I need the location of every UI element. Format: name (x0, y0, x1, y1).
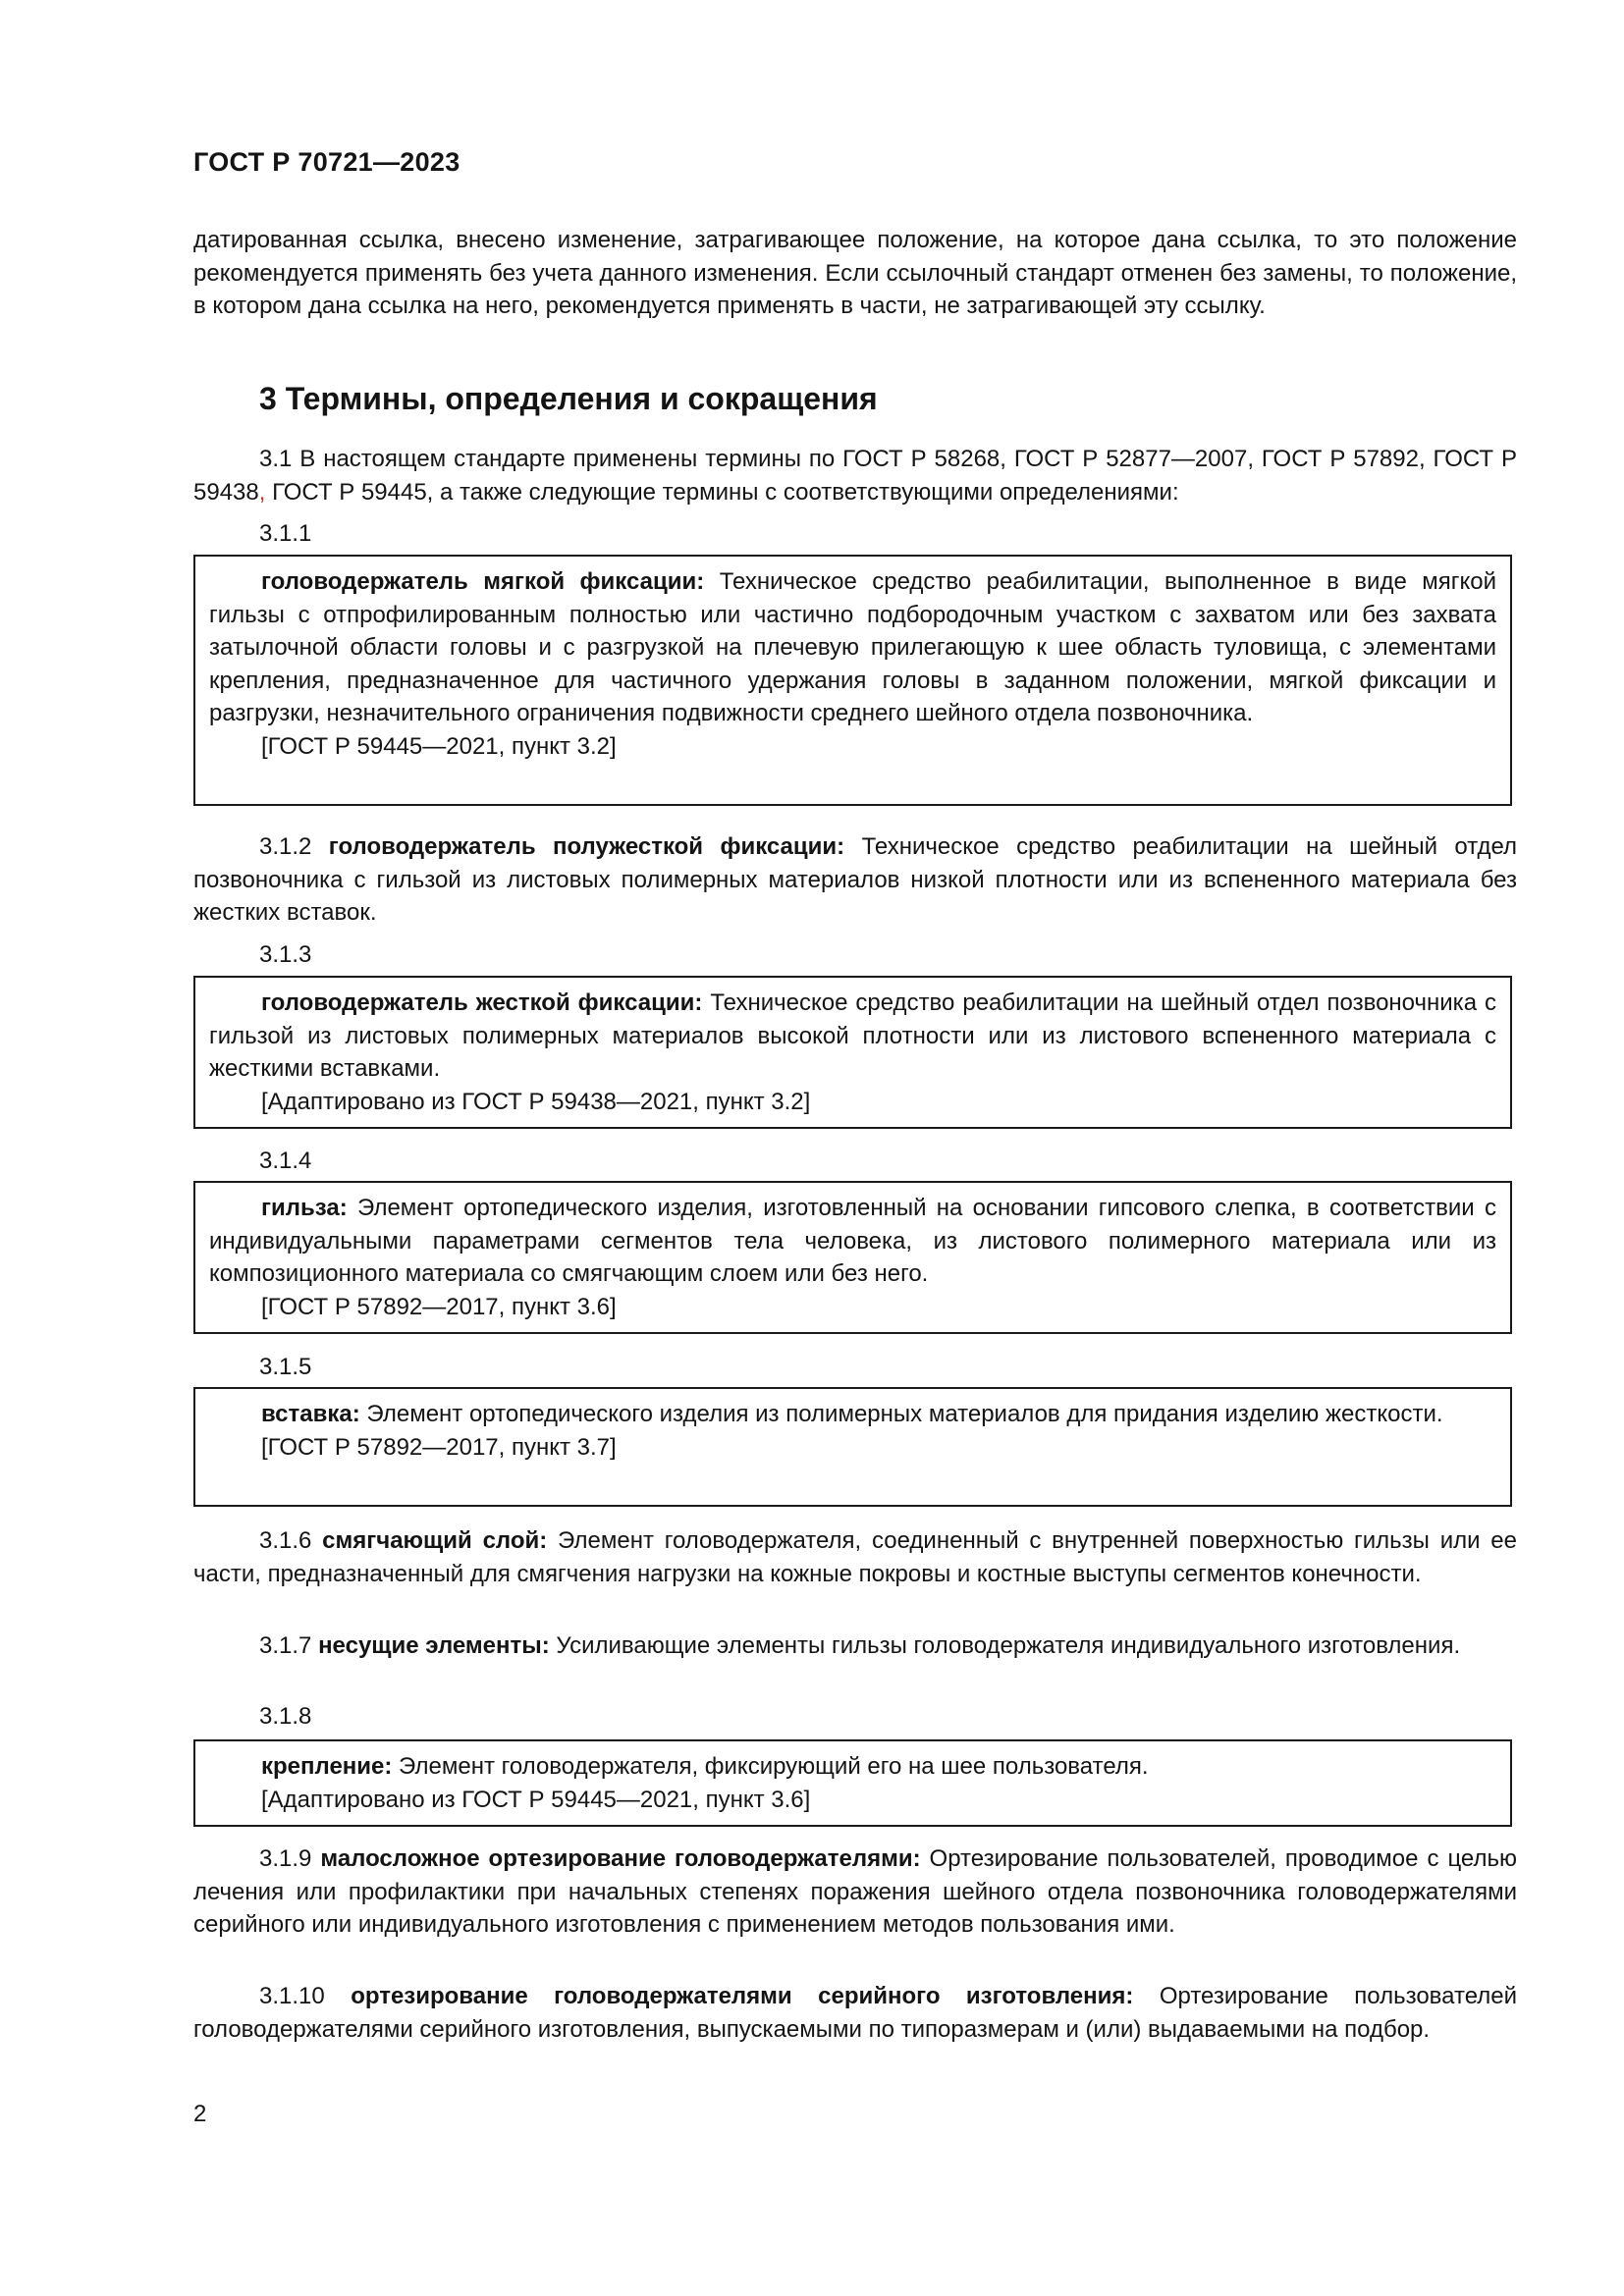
paragraph-3-1 (193, 443, 1517, 508)
term-3-1-7-number: 3.1.7 (259, 1632, 312, 1659)
term-3-1-9-definition: Ортезирование пользователей, проводимое с целью лечения или профилактики при начальных степенях поражения шейного отдела позвоночника головодержателями серийного или индивидуального изготовления с применением методов пользования ими. (193, 1845, 1517, 1938)
paragraph-3-1-text-b: ГОСТ Р 59445, а также следующие термины с соответствующими определениями: (265, 478, 1179, 506)
term-3-1-9-number: 3.1.9 (259, 1845, 312, 1872)
intro-paragraph: датированная ссылка, внесено изменение, затрагивающее положение, на которое дана ссылка, то это положение рекомендуется применять без учета данного изменения. Если ссылочный стандарт отменен без замены, то положение, в котором дана ссылка на него, рекомендуется применять в части, не затрагивающей эту ссылку. (193, 227, 1517, 319)
term-3-1-8-box (193, 1739, 1512, 1827)
term-3-1-1-term: головодержатель мягкой фиксации: (261, 568, 705, 595)
term-3-1-3-number: 3.1.3 (259, 941, 312, 968)
term-3-1-6-definition: Элемент головодержателя, соединенный с внутренней поверхностью гильзы или ее части, предназначенный для смягчения нагрузки на кожные покровы и костные выступы сегментов конечности. (193, 1527, 1517, 1587)
term-3-1-4-term: гильза: (261, 1195, 348, 1221)
term-3-1-8-source: [Адаптировано из ГОСТ Р 59445—2021, пункт 3.6] (261, 1786, 811, 1813)
term-3-1-8-definition: Элемент головодержателя, фиксирующий его на шее пользователя. (392, 1753, 1149, 1780)
term-3-1-4-source: [ГОСТ Р 57892—2017, пункт 3.6] (261, 1293, 617, 1320)
term-3-1-2-definition: Техническое средство реабилитации на шейный отдел позвоночника с гильзой из листовых полимерных материалов низкой плотности или из вспененного материала без жестких вставок. (193, 833, 1518, 926)
term-3-1-4-number: 3.1.4 (259, 1148, 312, 1174)
term-3-1-2 (193, 830, 1517, 930)
term-3-1-1-box (193, 555, 1512, 806)
term-3-1-1-source: [ГОСТ Р 59445—2021, пункт 3.2] (261, 732, 617, 760)
term-3-1-5-number: 3.1.5 (259, 1354, 312, 1380)
term-3-1-4-definition: Элемент ортопедического изделия, изготовленный на основании гипсового слепка, в соответствии с индивидуальными параметрами сегментов тела человека, из листового полимерного материала или из композиционного материала со смягчающим слоем или без него. (209, 1195, 1496, 1287)
term-3-1-8-term: крепление: (261, 1753, 393, 1780)
term-3-1-6-term: смягчающий слой: (322, 1527, 548, 1554)
term-3-1-1-number: 3.1.1 (259, 520, 312, 547)
term-3-1-10 (193, 1980, 1517, 2046)
term-3-1-3-definition: Техническое средство реабилитации на шейный отдел позвоночника с гильзой из листовых полимерных материалов высокой плотности или из листового вспененного материала с жесткими вставками. (209, 989, 1497, 1082)
term-3-1-10-definition: Ортезирование пользователей головодержателями серийного изготовления, выпускаемыми по типоразмерам и (или) выдаваемыми на подбор. (193, 1983, 1517, 2043)
term-3-1-3-box (193, 976, 1512, 1129)
term-3-1-7-definition: Усиливающие элементы гильзы головодержателя индивидуального изготовления. (549, 1632, 1461, 1659)
term-3-1-5-definition: Элемент ортопедического изделия из полимерных материалов для придания изделию жесткости. (359, 1401, 1443, 1427)
term-3-1-7-term: несущие элементы: (318, 1632, 550, 1659)
term-3-1-6 (193, 1524, 1517, 1590)
term-3-1-9-term: малосложное ортезирование головодержателями: (320, 1845, 921, 1872)
paragraph-3-1-comma: , (258, 478, 266, 506)
term-3-1-3-source: [Адаптировано из ГОСТ Р 59438—2021, пункт 3.2] (261, 1088, 811, 1115)
section-title: 3 Термины, определения и сокращения (259, 381, 878, 416)
term-3-1-2-term: головодержатель полужесткой фиксации: (328, 833, 845, 860)
term-3-1-6-number: 3.1.6 (259, 1527, 312, 1554)
term-3-1-2-number: 3.1.2 (259, 833, 312, 860)
term-3-1-7 (193, 1629, 1517, 1663)
term-3-1-10-term: ортезирование головодержателями серийного изготовления: (351, 1983, 1134, 2009)
term-3-1-5-term: вставка: (261, 1401, 360, 1427)
term-3-1-3-term: головодержатель жесткой фиксации: (261, 989, 703, 1016)
term-3-1-5-box (193, 1387, 1512, 1507)
page-number: 2 (193, 2101, 207, 2127)
term-3-1-4-box (193, 1181, 1512, 1334)
term-3-1-1-definition: Техническое средство реабилитации, выполненное в виде мягкой гильзы с отпрофилированным полностью или частично подбородочным участком с захватом или без захвата затылочной области головы и с разгрузкой на плечевую прилегающую к шее область туловища, с элементами крепления, предназначенное для частичного удержания головы в заданном положении, мягкой фиксации и разгрузки, незначительного ограничения подвижности среднего шейного отдела позвоночника. (209, 568, 1497, 726)
term-3-1-10-number: 3.1.10 (259, 1983, 325, 2009)
paragraph-3-1-text-a: 3.1 В настоящем стандарте применены термины по ГОСТ Р 58268, ГОСТ Р 52877—2007, ГОСТ Р 57892, ГОСТ Р 59438 (193, 446, 1517, 506)
term-3-1-8-number: 3.1.8 (259, 1703, 312, 1730)
document-header-id: ГОСТ Р 70721—2023 (193, 147, 460, 177)
term-3-1-9 (193, 1842, 1517, 1942)
term-3-1-5-source: [ГОСТ Р 57892—2017, пункт 3.7] (261, 1433, 617, 1461)
